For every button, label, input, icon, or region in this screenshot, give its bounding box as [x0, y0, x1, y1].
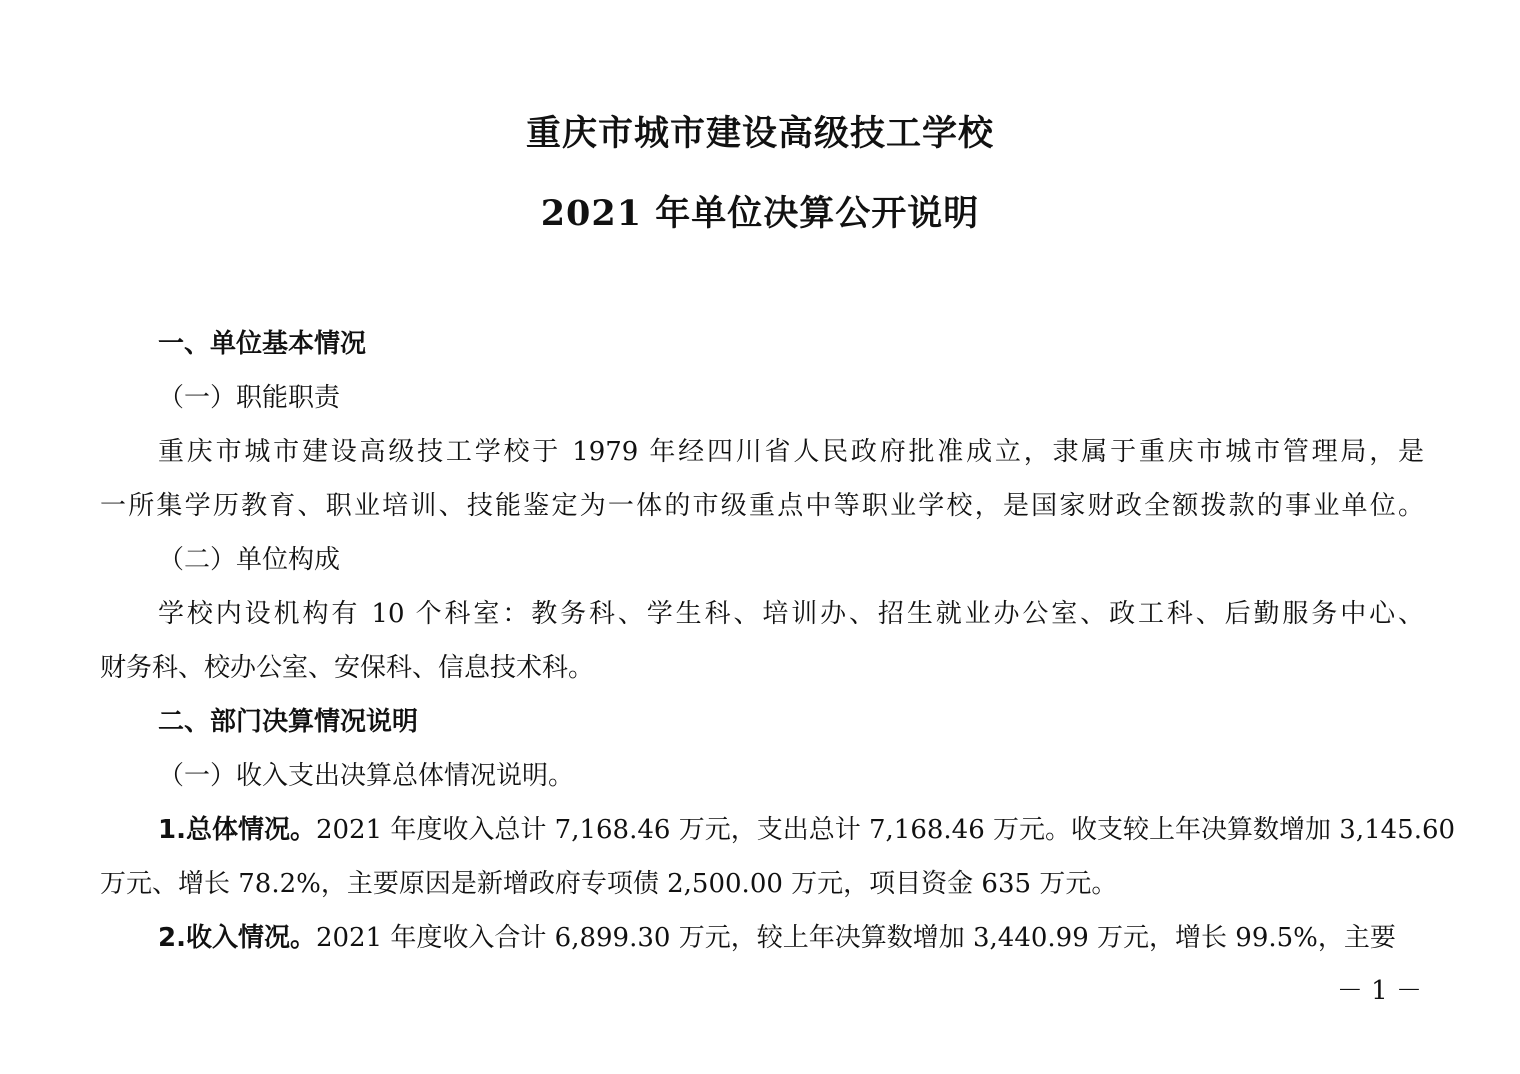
document-subtitle: 2021 年单位决算公开说明	[540, 193, 980, 234]
document-title: 重庆市城市建设高级技工学校	[525, 113, 994, 154]
paragraph-income-text: 2021 年度收入合计 6,899.30 万元，较上年决算数增加 3,440.99 万元，增长 99.5%，主要	[315, 923, 1396, 953]
paragraph-lead-overall: 1.总体情况。	[158, 815, 316, 845]
paragraph-composition-line-2: 财务科、校办公室、安保科、信息技术科。	[100, 653, 595, 683]
subsection-heading-overall: （一）收入支出决算总体情况说明。	[158, 761, 575, 791]
subsection-heading-composition: （二）单位构成	[158, 545, 341, 575]
section-heading-basic-info: 一、单位基本情况	[158, 329, 367, 359]
paragraph-functions-line-2: 一所集学历教育、职业培训、技能鉴定为一体的市级重点中等职业学校，是国家财政全额拨款的事业单位。	[100, 491, 1424, 521]
section-heading-budget: 二、部门决算情况说明	[158, 707, 419, 737]
paragraph-income-line-1	[158, 921, 1424, 955]
paragraph-overall-line-1	[158, 813, 1456, 847]
paragraph-overall-line-2: 万元、增长 78.2%，主要原因是新增政府专项债 2,500.00 万元，项目资金 635 万元。	[100, 869, 1118, 899]
paragraph-lead-income: 2.收入情况。	[158, 923, 316, 953]
paragraph-overall-text: 2021 年度收入总计 7,168.46 万元，支出总计 7,168.46 万元。收支较上年决算数增加 3,145.60	[315, 815, 1456, 845]
page-number: － 1 －	[1336, 976, 1422, 1006]
paragraph-composition-line-1: 学校内设机构有 10 个科室：教务科、学生科、培训办、招生就业办公室、政工科、后勤服务中心、	[158, 599, 1424, 629]
paragraph-functions-line-1: 重庆市城市建设高级技工学校于 1979 年经四川省人民政府批准成立，隶属于重庆市城市管理局，是	[158, 437, 1424, 467]
subsection-heading-functions: （一）职能职责	[158, 383, 341, 413]
